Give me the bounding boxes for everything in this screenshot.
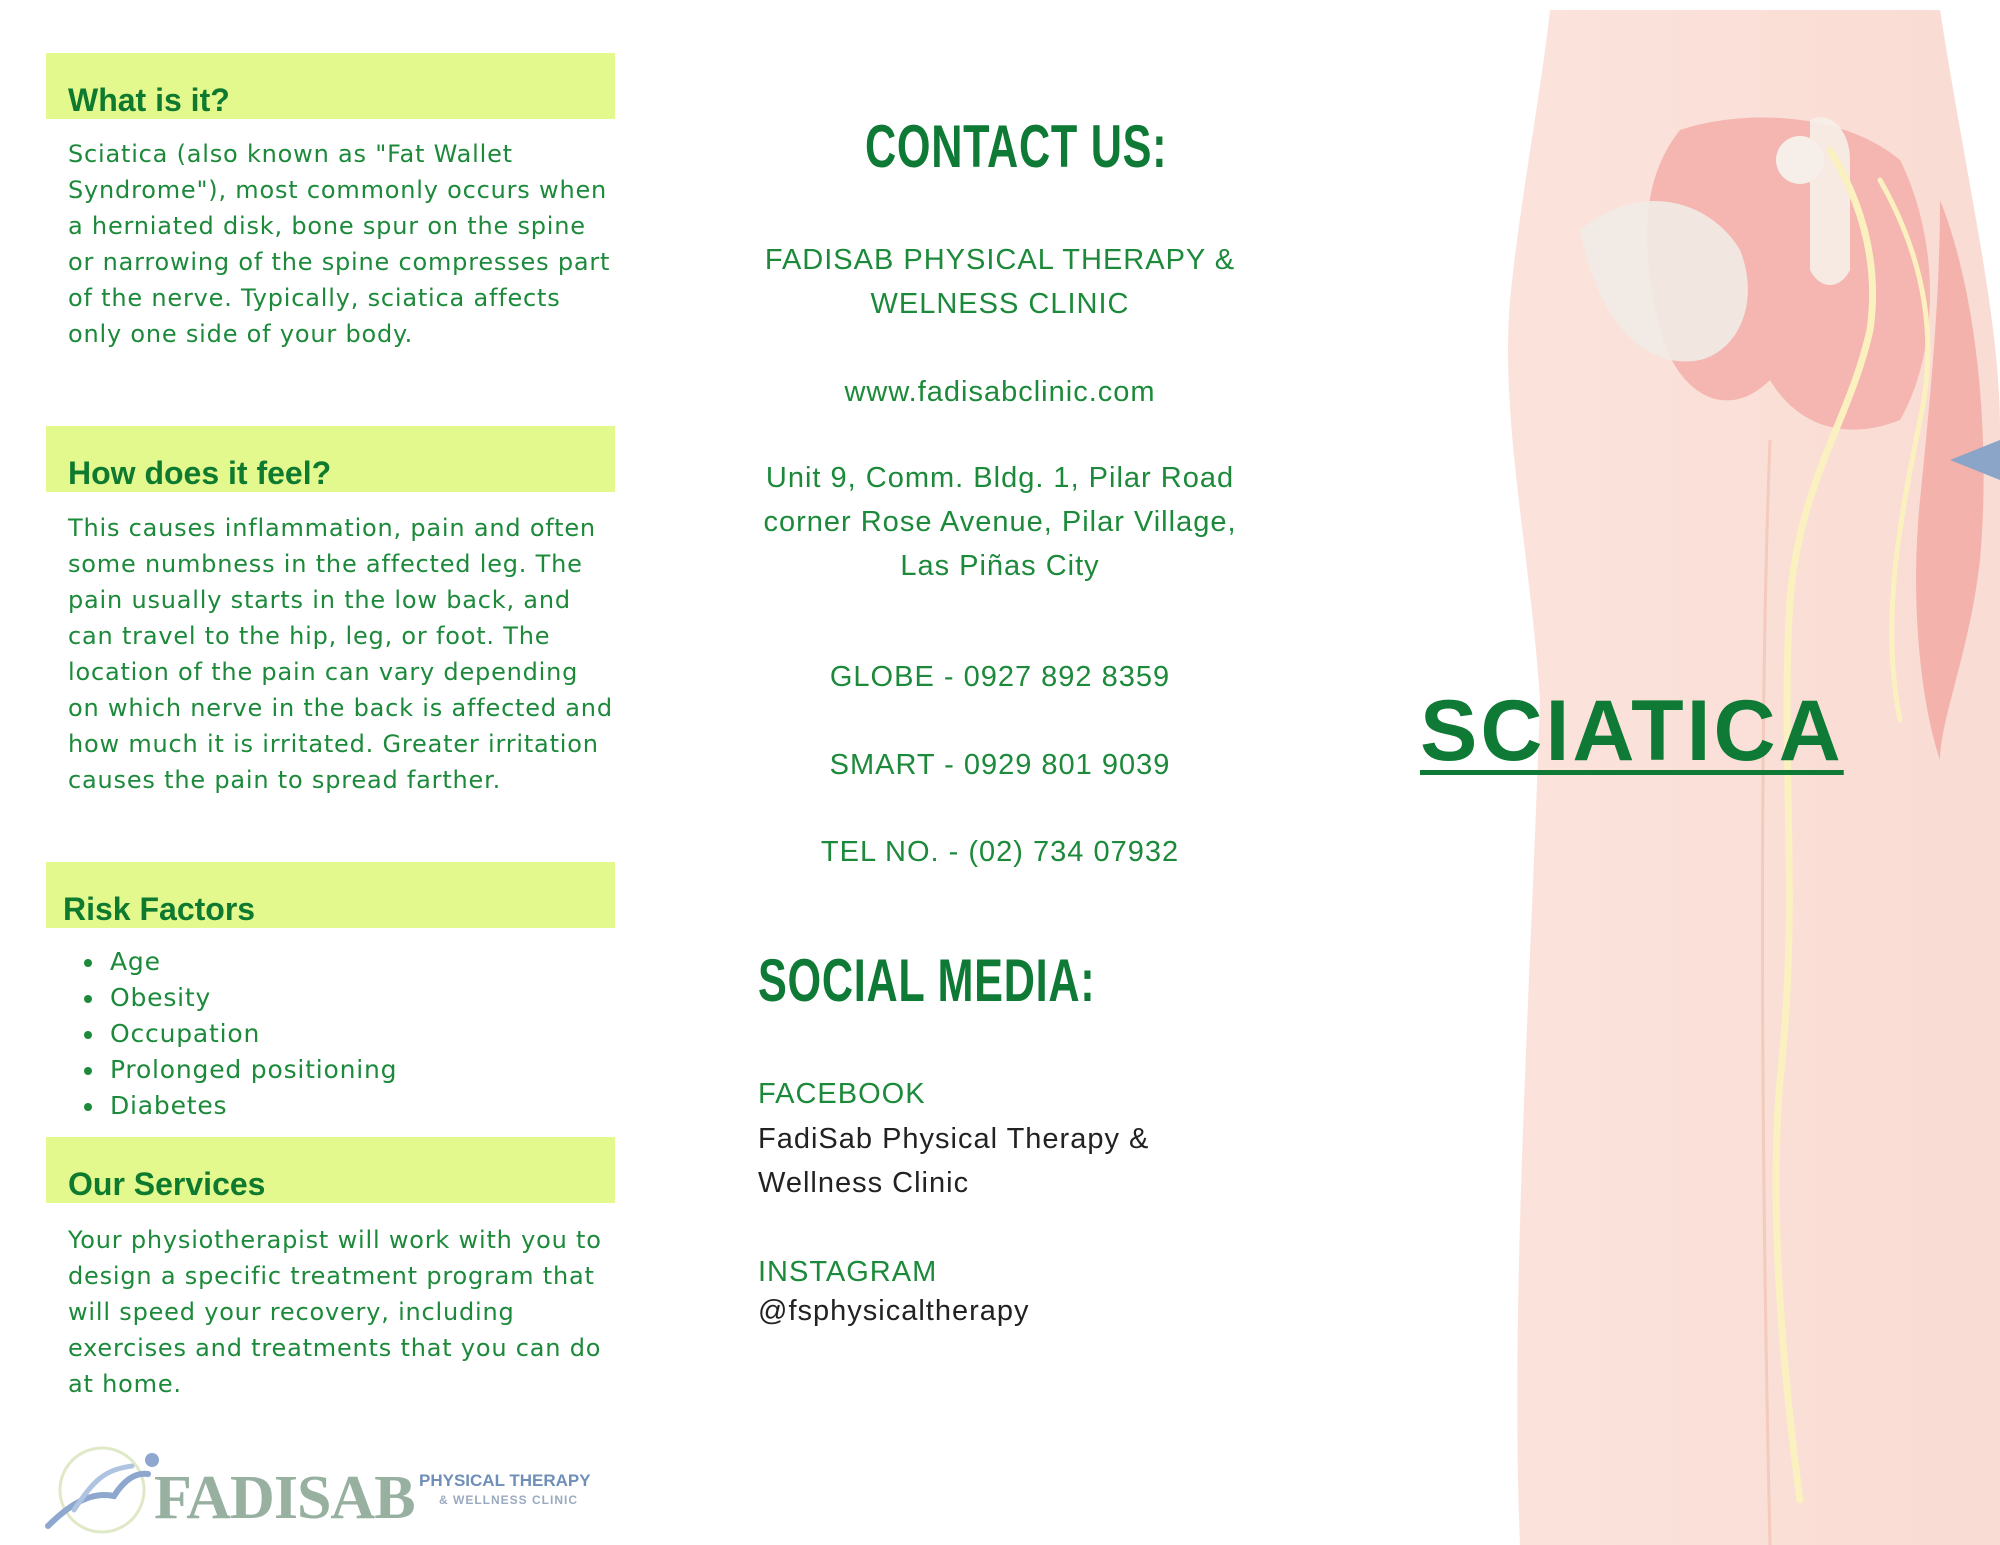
clinic-name-line1: FADISAB PHYSICAL THERAPY & bbox=[764, 244, 1236, 276]
logo-line1: PHYSICAL THERAPY bbox=[419, 1471, 591, 1490]
what-heading-band bbox=[46, 53, 615, 119]
feel-heading-band bbox=[46, 426, 615, 492]
instagram-block bbox=[758, 1256, 1030, 1333]
facebook-page-line2[interactable]: Wellness Clinic bbox=[758, 1167, 970, 1199]
services-heading: Our Services bbox=[68, 1166, 266, 1202]
services-heading-band bbox=[46, 1137, 615, 1203]
feel-heading: How does it feel? bbox=[68, 455, 332, 491]
phone-globe: GLOBE - 0927 892 8359 bbox=[829, 661, 1171, 693]
list-item: • Age bbox=[106, 944, 397, 980]
phone-tel: TEL NO. - (02) 734 07932 bbox=[820, 836, 1180, 868]
list-item: • Occupation bbox=[106, 1016, 397, 1052]
address-line2: corner Rose Avenue, Pilar Village, bbox=[763, 506, 1237, 538]
facebook-label: FACEBOOK bbox=[758, 1078, 926, 1110]
instagram-handle[interactable]: @fsphysicaltherapy bbox=[758, 1295, 1030, 1327]
clinic-name bbox=[700, 238, 1300, 326]
list-item: • Obesity bbox=[106, 980, 397, 1016]
risk-heading-band bbox=[46, 862, 615, 928]
facebook-block bbox=[758, 1078, 1149, 1205]
logo-line2: & WELLNESS CLINIC bbox=[439, 1493, 578, 1507]
logo-brand: FADISAB bbox=[154, 1464, 415, 1532]
what-text: Sciatica (also known as "Fat Wallet Syndrome"), most commonly occurs when a herniated disk, bone spur on the spine or narrowing of the spine compresses part of the nerve. Typically, sciatica affects only one side of your body. bbox=[68, 140, 611, 348]
instagram-label: INSTAGRAM bbox=[758, 1256, 938, 1288]
address-line1: Unit 9, Comm. Bldg. 1, Pilar Road bbox=[765, 462, 1235, 494]
feel-text: This causes inflammation, pain and often some numbness in the affected leg. The pain usually starts in the low back, and can travel to the hip, leg, or foot. The location of the pain can vary depending on which nerve in the back is affected and how much it is irritated. Greater irritation causes the pain to spread farther. bbox=[68, 514, 613, 794]
clinic-logo bbox=[44, 1440, 624, 1535]
address-line3: Las Piñas City bbox=[900, 550, 1100, 582]
contact-heading: CONTACT US: bbox=[865, 113, 1168, 180]
brochure-title: SCIATICA bbox=[1420, 683, 1844, 779]
facebook-page-line1[interactable]: FadiSab Physical Therapy & bbox=[758, 1123, 1150, 1155]
phone-smart: SMART - 0929 801 9039 bbox=[829, 749, 1171, 781]
services-text: Your physiotherapist will work with you to design a specific treatment program that will speed your recovery, including exercises and treatments that you can do at home. bbox=[68, 1226, 602, 1398]
list-item: • Diabetes bbox=[106, 1088, 397, 1124]
what-heading: What is it? bbox=[68, 82, 230, 118]
clinic-name-line2: WELNESS CLINIC bbox=[870, 288, 1130, 320]
website-link[interactable]: www.fadisabclinic.com bbox=[844, 376, 1156, 408]
list-item: • Prolonged positioning bbox=[106, 1052, 397, 1088]
address bbox=[690, 456, 1310, 588]
social-heading: SOCIAL MEDIA: bbox=[758, 947, 1096, 1014]
risk-list bbox=[76, 944, 397, 1124]
risk-heading: Risk Factors bbox=[63, 891, 256, 927]
